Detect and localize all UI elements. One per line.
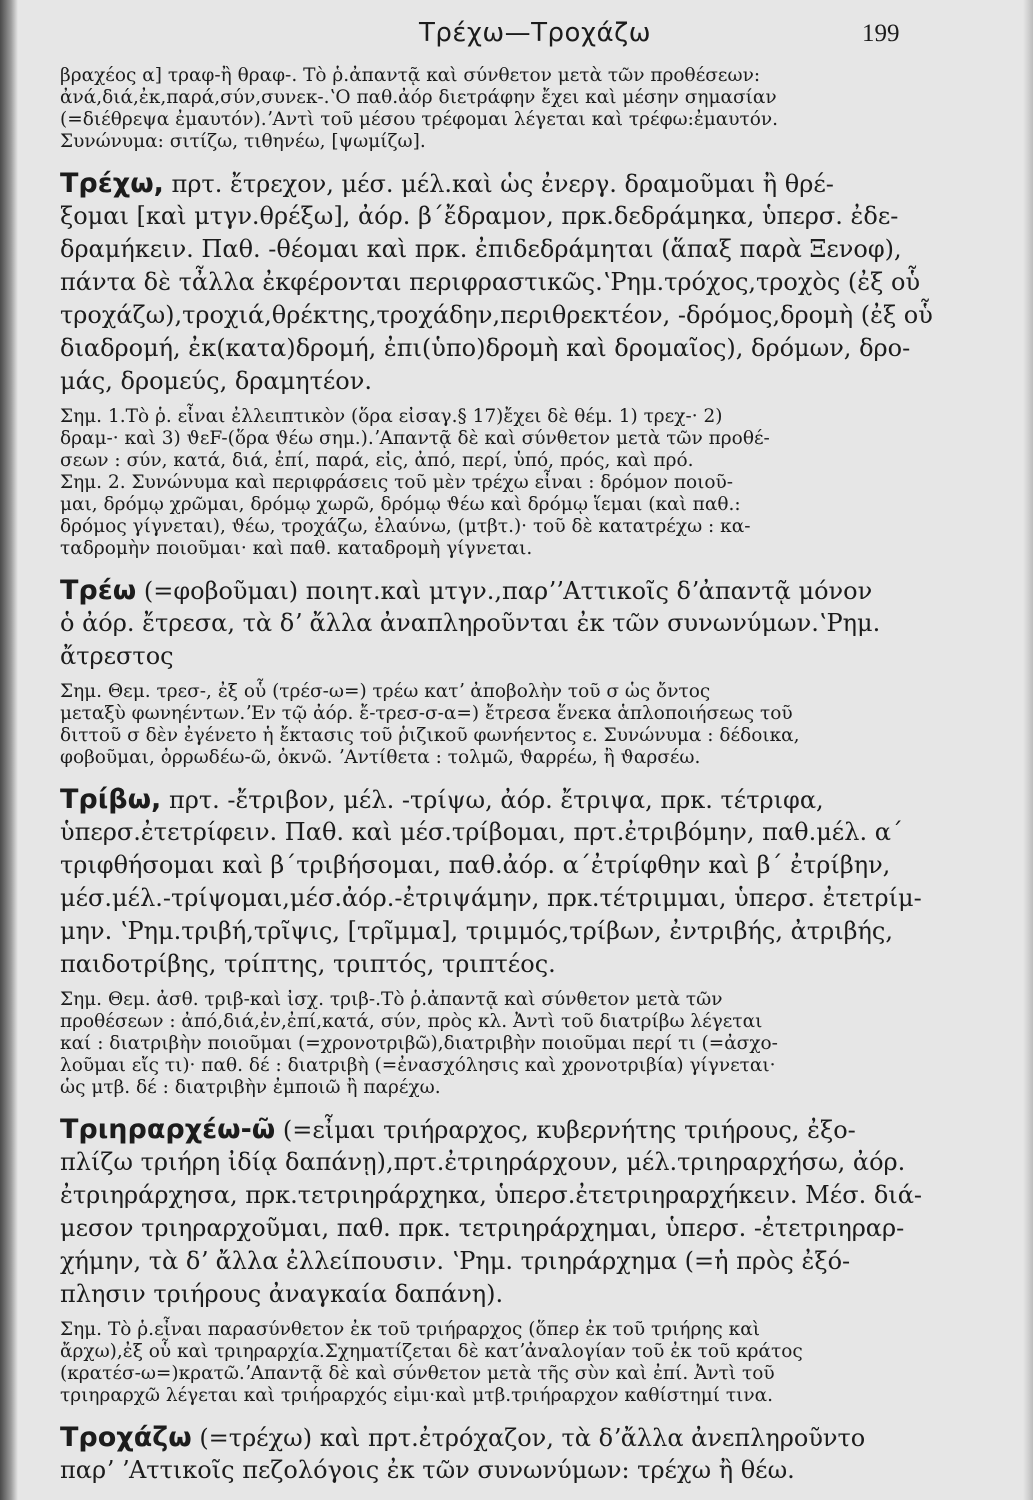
note-line: δρόμος γίγνεται), ϑέω, τροχάζω, ἐλαύνω, (μτβτ.)· τοῦ δὲ κατατρέχω : κα- [60, 516, 751, 537]
entry-first-line [60, 783, 960, 816]
note-line: ταδρομὴν ποιοῦμαι· καὶ παθ. καταδρομὴ γίγνεται. [60, 538, 533, 559]
note-line: Σημ. 2. Συνώνυμα καὶ περιφράσεις τοῦ μὲν τρέχω εἶναι : δρόμον ποιοῦ- [60, 472, 734, 493]
note-line: καί : διατριβὴν ποιοῦμαι (=χρονοτριβῶ),διατριβὴν ποιοῦμαι περί τι (=ἀσχο- [60, 1033, 778, 1054]
note-line: Σημ. Τὸ ῥ.εἶναι παρασύνθετον ἐκ τοῦ τριήραρχος (ὅπερ ἐκ τοῦ τριήρης καὶ [60, 1319, 760, 1340]
entry-first-line [60, 1113, 960, 1146]
entry-text: (=εἶμαι τριήραρχος, κυβερνήτης τριήρους, ἐξο- [275, 1116, 856, 1144]
note-line: προθέσεων : ἀπό,διά,ἐν,ἐπί,κατά, σύν, πρὸς κλ. Ἀντὶ τοῦ διατρίβω λέγεται [60, 1011, 763, 1032]
block-spacer [60, 398, 960, 406]
running-title: Τρέχω—Τροχάζω [418, 18, 652, 48]
entry-text: πρτ. ἔτρεχον, μέσ. μέλ.καὶ ὡς ἐνεργ. δραμοῦμαι ἢ θρέ- [163, 170, 834, 198]
entry-line: δραμήκειν. Παθ. -θέομαι καὶ πρκ. ἐπιδεδράμηται (ἅπαξ παρὰ Ξενοφ), [60, 235, 902, 263]
entry-line: χήμην, τὰ δʼ ἄλλα ἐλλείπουσιν. ʽΡημ. τριηράρχημα (=ἡ πρὸς ἐξό- [60, 1247, 851, 1275]
block-spacer [60, 1407, 960, 1421]
entry-first-line [60, 167, 960, 200]
grammar-note [60, 65, 960, 153]
note-line: μαι, δρόμῳ χρῶμαι, δρόμῳ χωρῶ, δρόμῳ ϑέω καὶ δρόμῳ ἵεμαι (καὶ παθ.: [60, 494, 741, 515]
note-line: ἀνά,διά,ἐκ,παρά,σύν,συνεκ-.ʽΟ παθ.ἀόρ διετράφην ἔχει καὶ μέσην σημασίαν [60, 87, 777, 108]
entry-line: ἐτριηράρχησα, πρκ.τετριηράρχηκα, ὑπερσ.ἐτετριηραρχήκειν. Μέσ. διά- [60, 1181, 923, 1209]
note-line: τριηραρχῶ λέγεται καὶ τριήραρχός εἰμι·καὶ μτβ.τριήραρχον καθίστημί τινα. [60, 1385, 773, 1406]
entry-line: ἄτρεστος [60, 642, 174, 670]
page-content [60, 65, 960, 1487]
entry-line: μεσον τριηραρχοῦμαι, παθ. πρκ. τετριηράρχημαι, ὑπερσ. -ἐτετριηραρ- [60, 1214, 905, 1242]
grammar-note [60, 681, 960, 769]
note-line: (=διέθρεψα ἐμαυτόν).ʼΑντὶ τοῦ μέσου τρέφομαι λέγεται καὶ τρέφω:ἐμαυτόν. [60, 109, 779, 130]
note-line: σεων : σύν, κατά, διά, ἐπί, παρά, εἰς, ἀπό, περί, ὑπό, πρός, καὶ πρό. [60, 450, 694, 471]
entry-text: πρτ. -ἔτριβον, μέλ. -τρίψω, ἀόρ. ἔτριψα, πρκ. τέτριφα, [161, 786, 824, 814]
page-edge [1023, 0, 1033, 1500]
block-spacer [60, 1311, 960, 1319]
dictionary-entry [60, 167, 960, 398]
note-line: βραχέος α] τραφ-ἢ θραφ-. Τὸ ῥ.ἀπαντᾷ καὶ σύνθετον μετὰ τῶν προθέσεων: [60, 65, 761, 86]
page-header [0, 18, 1033, 54]
binding-shadow [0, 0, 18, 1500]
headword: Τρέχω, [60, 168, 164, 199]
headword: Τροχάζω [60, 1422, 192, 1453]
note-line: Σημ. 1.Τὸ ῥ. εἶναι ἐλλειπτικὸν (ὅρα εἰσαγ.§ 17)ἔχει δὲ θέμ. 1) τρεχ-· 2) [60, 406, 723, 427]
entry-line: τριφθήσομαι καὶ β΄τριβήσομαι, παθ.ἀόρ. α΄ἐτρίφθην καὶ β΄ ἐτρίβην, [60, 851, 891, 879]
note-line: (κρατέσ-ω=)κρατῶ.ʼΑπαντᾷ δὲ καὶ σύνθετον μετὰ τῆς σὺν καὶ ἐπί. Ἀντὶ τοῦ [60, 1363, 775, 1384]
note-line: Σημ. Θεμ. τρεσ-, ἐξ οὗ (τρέσ-ω=) τρέω κατʼ ἀποβολὴν τοῦ σ ὡς ὄντος [60, 681, 711, 702]
entry-line: διαδρομή, ἐκ(κατα)δρομή, ἐπι(ὑπο)δρομὴ καὶ δρομαῖος), δρόμων, δρο- [60, 334, 911, 362]
dictionary-entry [60, 1421, 960, 1487]
note-line: Σημ. Θεμ. ἀσθ. τριβ-καὶ ἰσχ. τριβ-.Τὸ ῥ.ἀπαντᾷ καὶ σύνθετον μετὰ τῶν [60, 989, 723, 1010]
entry-line: παρʼ ʼΑττικοῖς πεζολόγοις ἐκ τῶν συνωνύμων: τρέχω ἢ θέω. [60, 1456, 795, 1484]
dictionary-entry [60, 574, 960, 673]
entry-line: πλησιν τριήρους ἀναγκαία δαπάνη). [60, 1280, 504, 1308]
note-line: λοῦμαι εἴς τι)· παθ. δέ : διατριβὴ (=ἐνασχόλησις καὶ χρονοτριβία) γίγνεται· [60, 1055, 776, 1076]
block-spacer [60, 1099, 960, 1113]
entry-line: παιδοτρίβης, τρίπτης, τριπτός, τριπτέος. [60, 950, 556, 978]
note-line: ὡς μτβ. δέ : διατριβὴν ἐμποιῶ ἢ παρέχω. [60, 1077, 441, 1098]
page-number: 199 [862, 20, 900, 47]
dictionary-entry [60, 1113, 960, 1311]
entry-line: ὑπερσ.ἐτετρίφειν. Παθ. καὶ μέσ.τρίβομαι, πρτ.ἐτριβόμην, παθ.μέλ. α΄ [60, 818, 903, 846]
entry-line: πλίζω τριήρη ἰδίᾳ δαπάνῃ),πρτ.ἐτριηράρχουν, μέλ.τριηραρχήσω, ἀόρ. [60, 1148, 906, 1176]
headword: Τρίβω, [60, 784, 162, 815]
entry-line: τροχάζω),τροχιά,θρέκτης,τροχάδην,περιθρεκτέον, -δρόμος,δρομὴ (ἐξ οὗ [60, 301, 933, 329]
block-spacer [60, 981, 960, 989]
entry-text: (=τρέχω) καὶ πρτ.ἐτρόχαζον, τὰ δʼἄλλα ἀνεπληροῦντο [191, 1424, 866, 1452]
note-line: ἄρχω),ἐξ οὗ καὶ τριηραρχία.Σχηματίζεται δὲ κατʼἀναλογίαν τοῦ ἐκ τοῦ κράτος [60, 1341, 803, 1362]
note-line: μεταξὺ φωνηέντων.ʼΕν τῷ ἀόρ. ἔ-τρεσ-σ-α=) ἔτρεσα ἕνεκα ἁπλοποιήσεως τοῦ [60, 703, 793, 724]
entry-first-line [60, 1421, 960, 1454]
grammar-note [60, 989, 960, 1099]
entry-line: μην. ʽΡημ.τριβή,τρῖψις, [τρῖμμα], τριμμός,τρίβων, ἐντριβής, ἀτριβής, [60, 917, 893, 945]
entry-line: μέσ.μέλ.-τρίψομαι,μέσ.ἀόρ.-ἐτριψάμην, πρκ.τέτριμμαι, ὑπερσ. ἐτετρίμ- [60, 884, 922, 912]
entry-line: ξομαι [καὶ μτγν.θρέξω], ἀόρ. β΄ἔδραμον, πρκ.δεδράμηκα, ὑπερσ. ἐδε- [60, 202, 899, 230]
note-line: διττοῦ σ δὲν ἐγένετο ἡ ἔκτασις τοῦ ῥιζικοῦ φωνήεντος ε. Συνώνυμα : δέδοικα, [60, 725, 800, 746]
headword: Τρέω [60, 575, 137, 606]
block-spacer [60, 673, 960, 681]
note-line: φοβοῦμαι, ὀρρωδέω-ῶ, ὀκνῶ. ʼΑντίθετα : τολμῶ, ϑαρρέω, ἢ ϑαρσέω. [60, 747, 701, 768]
entry-line: πάντα δὲ τἆλλα ἐκφέρονται περιφραστικῶς.ʽΡημ.τρόχος,τροχὸς (ἐξ οὗ [60, 268, 921, 296]
grammar-note [60, 406, 960, 560]
note-line: δραμ-· καὶ 3) ϑεF-(ὅρα ϑέω σημ.).ʼΑπαντᾷ δὲ καὶ σύνθετον μετὰ τῶν προθέ- [60, 428, 770, 449]
entry-line: ὁ ἀόρ. ἔτρεσα, τὰ δʼ ἄλλα ἀναπληροῦνται ἐκ τῶν συνωνύμων.ʽΡημ. [60, 609, 881, 637]
entry-first-line [60, 574, 960, 607]
note-line: Συνώνυμα: σιτίζω, τιθηνέω, [ψωμίζω]. [60, 131, 426, 152]
entry-line: μάς, δρομεύς, δραμητέον. [60, 367, 372, 395]
block-spacer [60, 769, 960, 783]
entry-text: (=φοβοῦμαι) ποιητ.καὶ μτγν.,παρʼʼΑττικοῖς δʼἀπαντᾷ μόνον [136, 577, 873, 605]
grammar-note [60, 1319, 960, 1407]
headword: Τριηραρχέω-ῶ [60, 1114, 276, 1145]
block-spacer [60, 153, 960, 167]
block-spacer [60, 560, 960, 574]
dictionary-entry [60, 783, 960, 981]
